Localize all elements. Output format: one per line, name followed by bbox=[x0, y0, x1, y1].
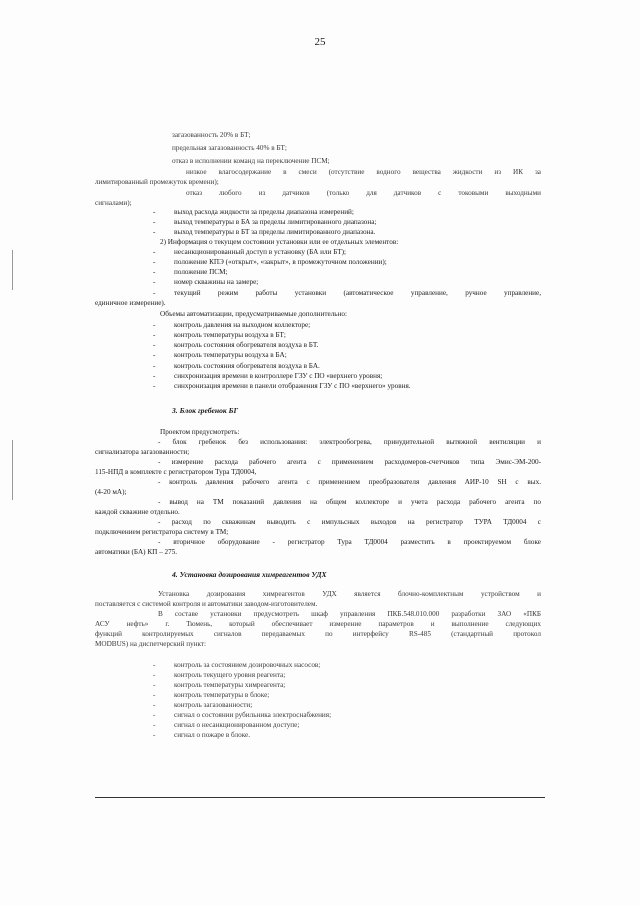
section-3-item-cont: (4-20 мА); bbox=[95, 488, 127, 496]
signal-item: контроль температуры в блоке; bbox=[174, 691, 270, 699]
signal-item: контроль загазованности; bbox=[174, 701, 253, 709]
alarm-item-cont: лимитированный промежуток времени); bbox=[95, 178, 219, 186]
section-3-item: - измерение расхода рабочего агента с применением расходомеров-счетчиков типа Эмис-ЭМ-200- bbox=[158, 458, 541, 466]
section-4-heading: 4. Установка дозирования химреагентов УДХ bbox=[172, 570, 327, 579]
section-3-item: - контроль давления рабочего агента с применением преобразователя давления АИР-10 SH с вых. bbox=[158, 478, 541, 486]
section-4-paragraph: Установка дозирования химреагентов УДХ является блочно-комплектным устройством и bbox=[158, 590, 541, 598]
alarm-item: отказ любого из датчиков (только для датчиков с токовыми выходными bbox=[186, 189, 541, 197]
section-3-item-cont: автоматики (БА) КП – 275. bbox=[95, 548, 178, 556]
signal-item: контроль температуры химреагента; bbox=[174, 681, 286, 689]
info-heading: 2) Информация о текущем состоянии установки или ее отдельных элементов: bbox=[160, 238, 399, 246]
automation-item: контроль температуры воздуха в БА; bbox=[174, 351, 287, 359]
alarm-item: выход расхода жидкости за пределы диапазона измерений; bbox=[174, 208, 354, 216]
automation-item: контроль состояния обогревателя воздуха в БА. bbox=[174, 362, 320, 370]
alarm-item: предельная загазованность 40% в БТ; bbox=[172, 144, 287, 152]
automation-heading: Объемы автоматизации, предусматриваемые дополнительно: bbox=[160, 310, 348, 318]
bullet-dash: - bbox=[153, 671, 156, 679]
page-number: 25 bbox=[314, 36, 326, 48]
info-item: несанкционированный доступ в установку (БА или БТ); bbox=[174, 248, 347, 256]
scan-edge-mark bbox=[12, 440, 13, 500]
section-4-paragraph: В составе установки предусмотреть шкаф управления ПКБ.548.010.000 разработки ЗАО «ПКБ bbox=[158, 610, 541, 618]
info-item-cont: единичное измерение). bbox=[95, 299, 166, 307]
section-4-paragraph-cont: АСУ нефть» г. Тюмень, который обеспечивает измерение параметров и выполнение следующих bbox=[95, 620, 541, 628]
section-3-intro: Проектом предусмотреть: bbox=[160, 428, 240, 436]
section-3-item: - блок гребенок без использования: электрообогрева, принудительной вытяжной вентиляции и bbox=[158, 438, 541, 446]
automation-item: синхронизация времени в контроллере ГЗУ с ПО «верхнего уровня; bbox=[174, 372, 383, 380]
bullet-dash: - bbox=[153, 321, 156, 329]
section-4-paragraph-cont: функций контролируемых сигналов передаваемых по интерфейсу RS-485 (стандартный протокол bbox=[95, 630, 541, 638]
bullet-dash: - bbox=[153, 661, 156, 669]
bullet-dash: - bbox=[153, 351, 156, 359]
alarm-item: низкое влагосодержание в смеси (отсутствие водного вещества жидкости из ИК за bbox=[186, 168, 541, 176]
alarm-item: выход температуры в БТ за пределы лимитированного диапазона. bbox=[174, 228, 376, 236]
bullet-dash: - bbox=[153, 208, 156, 216]
alarm-item: отказ в исполнении команд на переключение ПСМ; bbox=[172, 157, 330, 165]
section-4-paragraph-cont: поставляется с системой контроля и автоматики заводом-изготовителем. bbox=[95, 600, 318, 608]
info-item: номер скважины на замере; bbox=[174, 278, 259, 286]
section-3-item-cont: подключением регистратора систему в ТМ; bbox=[95, 528, 229, 536]
scan-edge-mark bbox=[12, 250, 13, 290]
section-3-item: - вторичное оборудование - регистратор Тура ТД0004 разместить в проектируемом блоке bbox=[158, 538, 541, 546]
bullet-dash: - bbox=[153, 289, 156, 297]
alarm-item-cont: сигналами); bbox=[95, 199, 132, 207]
bullet-dash: - bbox=[153, 278, 156, 286]
signal-item: сигнал о несанкционированном доступе; bbox=[174, 721, 300, 729]
signal-item: контроль текущего уровня реагента; bbox=[174, 671, 286, 679]
bullet-dash: - bbox=[153, 691, 156, 699]
bullet-dash: - bbox=[153, 248, 156, 256]
info-item: положение ПСМ; bbox=[174, 268, 228, 276]
automation-item: контроль состояния обогревателя воздуха в БТ. bbox=[174, 341, 319, 349]
bullet-dash: - bbox=[153, 382, 156, 390]
bullet-dash: - bbox=[153, 731, 156, 739]
bullet-dash: - bbox=[153, 681, 156, 689]
automation-item: контроль давления на выходном коллекторе; bbox=[174, 321, 311, 329]
bullet-dash: - bbox=[153, 258, 156, 266]
section-4-paragraph-cont: MODBUS) на диспетчерский пункт: bbox=[95, 640, 207, 648]
bullet-dash: - bbox=[153, 228, 156, 236]
signal-item: сигнал о пожаре в блоке. bbox=[174, 731, 251, 739]
section-3-item-cont: 115-НПД в комплекте с регистратором Тура ТД0004, bbox=[95, 468, 257, 476]
section-3-item: - вывод на ТМ показаний давления на общем коллекторе и учета расхода рабочего агента по bbox=[158, 498, 541, 506]
bullet-dash: - bbox=[153, 372, 156, 380]
bullet-dash: - bbox=[153, 331, 156, 339]
bullet-dash: - bbox=[153, 721, 156, 729]
section-3-item: - расход по скважинам выводить с импульсных выходов на регистратор ТУРА ТД0004 с bbox=[158, 518, 541, 526]
bullet-dash: - bbox=[153, 362, 156, 370]
automation-item: синхронизация времени в панели отображения ГЗУ с ПО «верхнего» уровня. bbox=[174, 382, 411, 390]
alarm-item: выход температуры в БА за пределы лимитированного диапазона; bbox=[174, 218, 377, 226]
section-3-heading: 3. Блок гребенок БГ bbox=[172, 406, 239, 415]
alarm-item: загазованность 20% в БТ; bbox=[172, 131, 251, 139]
footer-rule bbox=[95, 797, 545, 798]
section-3-item-cont: сигнализатора загазованности; bbox=[95, 448, 190, 456]
section-3-item-cont: каждой скважине отдельно. bbox=[95, 508, 180, 516]
info-item: текущий режим работы установки (автоматическое управление, ручное управление, bbox=[174, 289, 541, 297]
bullet-dash: - bbox=[153, 268, 156, 276]
bullet-dash: - bbox=[153, 711, 156, 719]
automation-item: контроль температуры воздуха в БТ; bbox=[174, 331, 286, 339]
bullet-dash: - bbox=[153, 701, 156, 709]
bullet-dash: - bbox=[153, 341, 156, 349]
info-item: положение КПЭ («открыт», «закрыт», в промежуточном положении); bbox=[174, 258, 387, 266]
signal-item: сигнал о состоянии рубильника электроснабжения; bbox=[174, 711, 332, 719]
bullet-dash: - bbox=[153, 218, 156, 226]
signal-item: контроль за состоянием дозировочных насосов; bbox=[174, 661, 321, 669]
